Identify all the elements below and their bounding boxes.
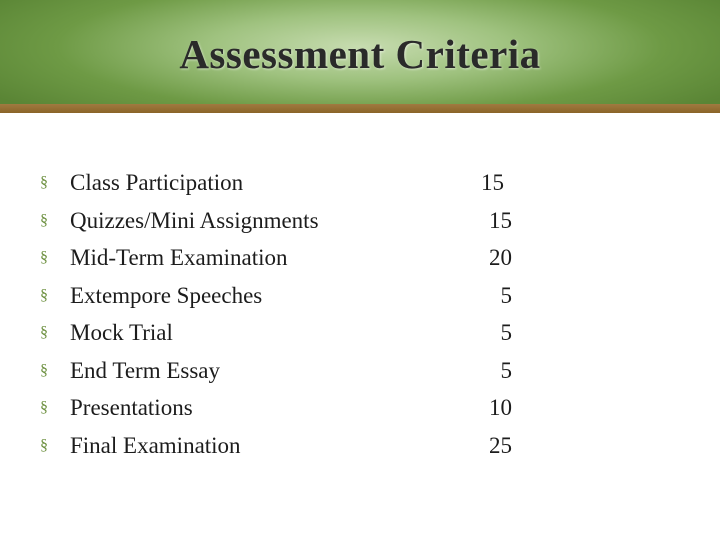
criteria-label: Final Examination: [70, 432, 241, 458]
criteria-weight: 25: [489, 432, 512, 458]
list-item: [40, 239, 560, 277]
list-item: [40, 314, 560, 352]
criteria-label: Quizzes/Mini Assignments: [70, 207, 319, 233]
criteria-label: Extempore Speeches: [70, 282, 263, 308]
list-item: [40, 164, 560, 202]
criteria-weight: 5: [500, 320, 512, 345]
criteria-weight: 10: [489, 395, 512, 420]
bullet-icon: §: [40, 361, 48, 379]
bullet-icon: §: [40, 249, 48, 266]
bullet-icon: §: [40, 174, 48, 191]
criteria-label: Presentations: [70, 395, 193, 420]
bullet-icon: §: [40, 399, 48, 416]
criteria-label: Class Participation: [70, 170, 244, 195]
list-item: [40, 352, 560, 390]
criteria-label: Mock Trial: [70, 320, 173, 345]
title-divider: [0, 104, 720, 113]
bullet-icon: §: [40, 211, 48, 229]
criteria-weight: 5: [500, 357, 512, 383]
criteria-label: End Term Essay: [70, 357, 220, 383]
criteria-weight: 15: [481, 170, 504, 195]
list-item: [40, 427, 560, 465]
bullet-icon: §: [40, 286, 48, 304]
list-item: [40, 277, 560, 315]
criteria-weight: 5: [500, 282, 512, 308]
criteria-weight: 15: [489, 207, 512, 233]
bullet-icon: §: [40, 324, 48, 341]
list-item: [40, 389, 560, 427]
criteria-list: [40, 164, 560, 464]
bullet-icon: §: [40, 436, 48, 454]
criteria-label: Mid-Term Examination: [70, 245, 288, 270]
criteria-weight: 20: [489, 245, 512, 270]
list-item: [40, 202, 560, 240]
slide-title: Assessment Criteria: [179, 31, 541, 77]
